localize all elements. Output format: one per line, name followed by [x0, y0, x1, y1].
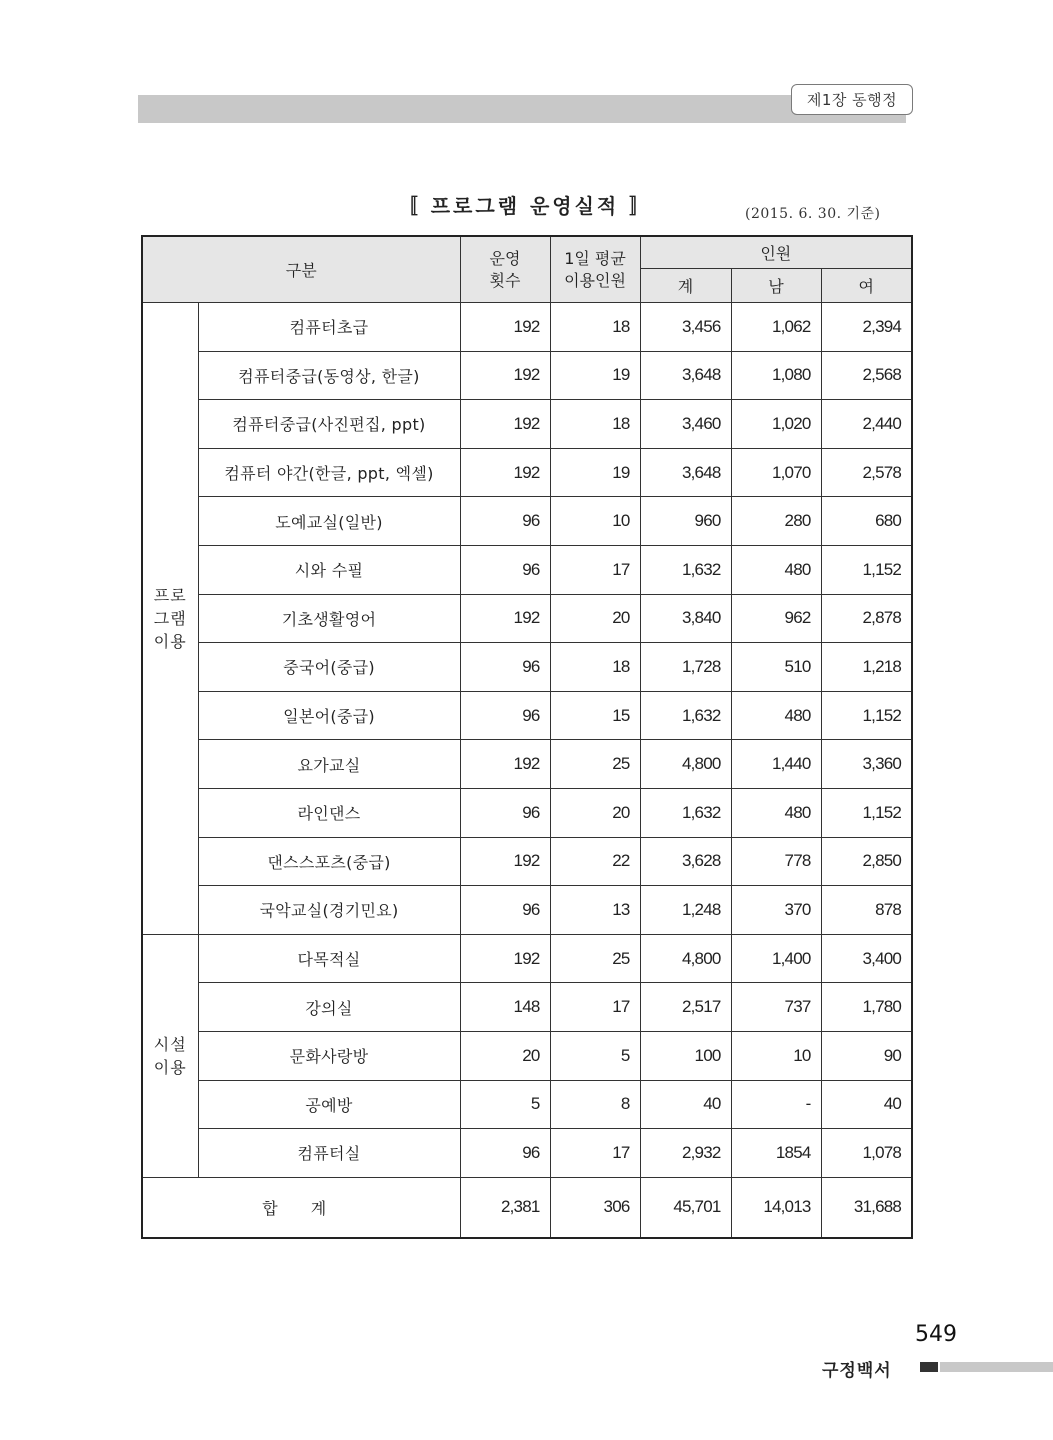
total-avg: 306	[550, 1177, 640, 1238]
row-female: 3,400	[821, 934, 912, 983]
row-runs: 192	[460, 594, 550, 643]
row-female: 1,218	[821, 643, 912, 692]
row-daily-avg: 20	[550, 594, 640, 643]
row-runs: 192	[460, 934, 550, 983]
total-label: 합 계	[142, 1177, 460, 1238]
row-male: 962	[731, 594, 821, 643]
row-total: 1,632	[640, 545, 731, 594]
table-row	[142, 788, 912, 837]
row-daily-avg: 22	[550, 837, 640, 886]
footer-bar	[940, 1362, 1053, 1372]
row-male: 10	[731, 1031, 821, 1080]
table-row	[142, 351, 912, 400]
row-total: 40	[640, 1080, 731, 1129]
table-row	[142, 1031, 912, 1080]
row-female: 90	[821, 1031, 912, 1080]
row-name: 시와 수필	[198, 545, 460, 594]
row-female: 2,578	[821, 448, 912, 497]
table-row	[142, 983, 912, 1032]
row-male: 1,400	[731, 934, 821, 983]
row-male: 1,440	[731, 740, 821, 789]
row-female: 1,780	[821, 983, 912, 1032]
row-daily-avg: 18	[550, 400, 640, 449]
row-male: 480	[731, 691, 821, 740]
row-name: 컴퓨터실	[198, 1129, 460, 1178]
row-daily-avg: 18	[550, 303, 640, 352]
group-label: 프로 그램 이용	[142, 303, 198, 935]
row-male: -	[731, 1080, 821, 1129]
row-name: 강의실	[198, 983, 460, 1032]
header-total: 계	[640, 269, 731, 303]
row-runs: 192	[460, 448, 550, 497]
table-row	[142, 448, 912, 497]
row-total: 1,632	[640, 691, 731, 740]
table-row	[142, 1129, 912, 1178]
row-name: 국악교실(경기민요)	[198, 886, 460, 935]
row-name: 도예교실(일반)	[198, 497, 460, 546]
total-male: 14,013	[731, 1177, 821, 1238]
row-daily-avg: 17	[550, 983, 640, 1032]
table-row	[142, 303, 912, 352]
row-male: 1,062	[731, 303, 821, 352]
row-runs: 96	[460, 545, 550, 594]
total-people: 45,701	[640, 1177, 731, 1238]
header-female: 여	[821, 269, 912, 303]
row-runs: 192	[460, 400, 550, 449]
row-male: 280	[731, 497, 821, 546]
table-title: 〚 프로그램 운영실적 〛	[397, 194, 653, 218]
row-daily-avg: 8	[550, 1080, 640, 1129]
header-daily-avg-text: 1일 평균 이용인원	[564, 248, 626, 290]
table-row	[142, 594, 912, 643]
row-male: 480	[731, 788, 821, 837]
program-results-table	[141, 235, 913, 1239]
row-female: 1,152	[821, 788, 912, 837]
table-row	[142, 691, 912, 740]
row-female: 2,394	[821, 303, 912, 352]
row-runs: 96	[460, 497, 550, 546]
row-male: 1,080	[731, 351, 821, 400]
row-male: 480	[731, 545, 821, 594]
row-male: 370	[731, 886, 821, 935]
row-runs: 96	[460, 643, 550, 692]
row-female: 2,878	[821, 594, 912, 643]
row-total: 960	[640, 497, 731, 546]
row-runs: 148	[460, 983, 550, 1032]
row-daily-avg: 17	[550, 545, 640, 594]
row-daily-avg: 19	[550, 351, 640, 400]
row-runs: 96	[460, 691, 550, 740]
row-total: 1,728	[640, 643, 731, 692]
row-name: 일본어(중급)	[198, 691, 460, 740]
row-total: 2,932	[640, 1129, 731, 1178]
row-daily-avg: 25	[550, 740, 640, 789]
row-daily-avg: 25	[550, 934, 640, 983]
row-female: 3,360	[821, 740, 912, 789]
table-row	[142, 837, 912, 886]
table-row	[142, 643, 912, 692]
header-runs	[460, 236, 550, 303]
row-male: 1,020	[731, 400, 821, 449]
row-male: 510	[731, 643, 821, 692]
row-runs: 192	[460, 351, 550, 400]
row-runs: 192	[460, 303, 550, 352]
header-runs-text: 운영 횟수	[489, 248, 521, 290]
row-female: 2,568	[821, 351, 912, 400]
row-runs: 96	[460, 788, 550, 837]
row-total: 3,648	[640, 448, 731, 497]
row-female: 2,850	[821, 837, 912, 886]
row-total: 3,628	[640, 837, 731, 886]
row-runs: 96	[460, 886, 550, 935]
row-daily-avg: 18	[550, 643, 640, 692]
footer-marker	[920, 1362, 938, 1372]
chapter-tab: 제1장 동행정	[791, 84, 913, 115]
table-row	[142, 1080, 912, 1129]
table-row	[142, 740, 912, 789]
row-daily-avg: 10	[550, 497, 640, 546]
row-female: 878	[821, 886, 912, 935]
row-total: 3,460	[640, 400, 731, 449]
group-label: 시설 이용	[142, 934, 198, 1177]
row-total: 1,632	[640, 788, 731, 837]
table-row	[142, 545, 912, 594]
row-daily-avg: 13	[550, 886, 640, 935]
row-name: 컴퓨터중급(동영상, 한글)	[198, 351, 460, 400]
table-row	[142, 934, 912, 983]
row-name: 컴퓨터 야간(한글, ppt, 엑셀)	[198, 448, 460, 497]
row-runs: 20	[460, 1031, 550, 1080]
date-note: (2015. 6. 30. 기준)	[745, 206, 881, 222]
book-title: 구정백서	[822, 1361, 892, 1381]
row-total: 2,517	[640, 983, 731, 1032]
row-female: 40	[821, 1080, 912, 1129]
row-total: 3,456	[640, 303, 731, 352]
row-female: 1,078	[821, 1129, 912, 1178]
row-name: 라인댄스	[198, 788, 460, 837]
row-runs: 192	[460, 740, 550, 789]
header-male: 남	[731, 269, 821, 303]
row-name: 기초생활영어	[198, 594, 460, 643]
row-female: 1,152	[821, 545, 912, 594]
row-total: 100	[640, 1031, 731, 1080]
row-female: 2,440	[821, 400, 912, 449]
table-row	[142, 886, 912, 935]
header-daily-avg	[550, 236, 640, 303]
page-number: 549	[915, 1322, 957, 1347]
row-female: 1,152	[821, 691, 912, 740]
row-daily-avg: 5	[550, 1031, 640, 1080]
row-male: 1,070	[731, 448, 821, 497]
row-runs: 5	[460, 1080, 550, 1129]
row-name: 공예방	[198, 1080, 460, 1129]
row-total: 4,800	[640, 934, 731, 983]
row-name: 댄스스포츠(중급)	[198, 837, 460, 886]
row-daily-avg: 20	[550, 788, 640, 837]
row-name: 컴퓨터중급(사진편집, ppt)	[198, 400, 460, 449]
row-male: 737	[731, 983, 821, 1032]
row-male: 1854	[731, 1129, 821, 1178]
row-total: 3,840	[640, 594, 731, 643]
row-daily-avg: 17	[550, 1129, 640, 1178]
row-total: 4,800	[640, 740, 731, 789]
row-name: 요가교실	[198, 740, 460, 789]
row-runs: 96	[460, 1129, 550, 1178]
row-daily-avg: 15	[550, 691, 640, 740]
row-daily-avg: 19	[550, 448, 640, 497]
header-category: 구분	[142, 236, 460, 303]
total-female: 31,688	[821, 1177, 912, 1238]
row-name: 문화사랑방	[198, 1031, 460, 1080]
table-body	[142, 303, 912, 1178]
row-total: 1,248	[640, 886, 731, 935]
row-name: 다목적실	[198, 934, 460, 983]
table-row	[142, 497, 912, 546]
row-male: 778	[731, 837, 821, 886]
total-runs: 2,381	[460, 1177, 550, 1238]
row-name: 컴퓨터초급	[198, 303, 460, 352]
row-name: 중국어(중급)	[198, 643, 460, 692]
row-total: 3,648	[640, 351, 731, 400]
table-row	[142, 400, 912, 449]
header-people: 인원	[640, 236, 912, 269]
row-female: 680	[821, 497, 912, 546]
row-runs: 192	[460, 837, 550, 886]
total-row	[142, 1177, 912, 1238]
